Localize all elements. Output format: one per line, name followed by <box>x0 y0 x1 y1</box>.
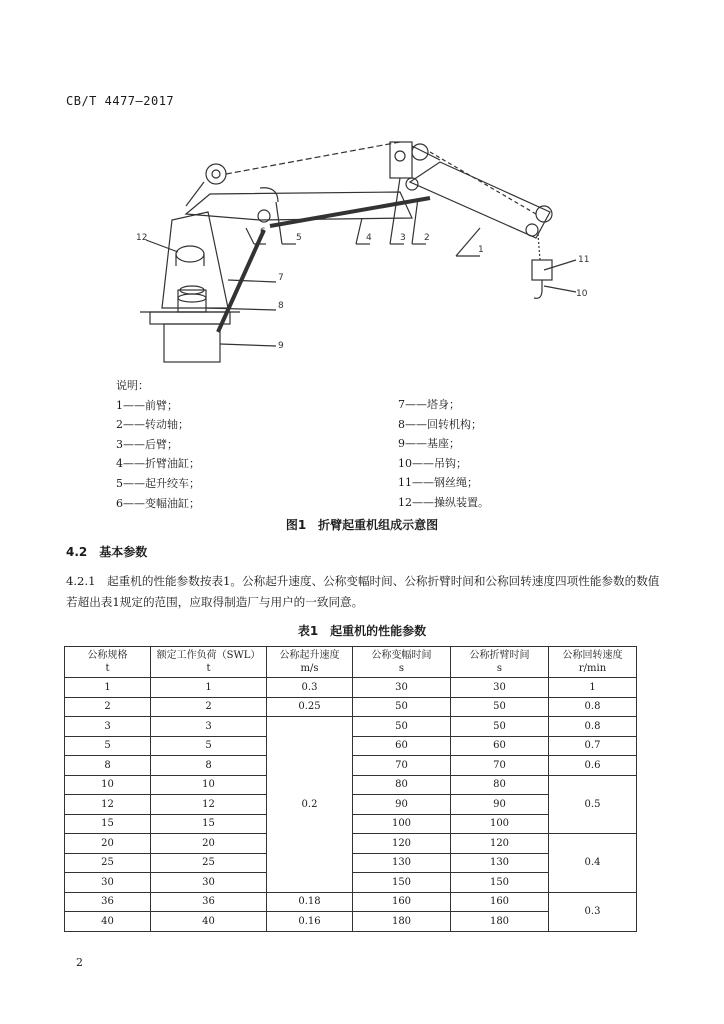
cell-spec: 12 <box>65 795 151 815</box>
table-row <box>65 678 637 698</box>
cell-lift-speed: 0.16 <box>267 912 353 932</box>
cell-fold-time: 90 <box>451 795 549 815</box>
cell-slew-speed: 0.4 <box>549 834 637 893</box>
cell-spec: 5 <box>65 736 151 756</box>
cell-swl: 3 <box>151 717 267 737</box>
cell-luff-time: 80 <box>353 775 451 795</box>
header-spec: 公称规格 t <box>65 647 151 678</box>
cell-luff-time: 50 <box>353 717 451 737</box>
cell-slew-speed: 0.8 <box>549 697 637 717</box>
cell-swl: 36 <box>151 892 267 912</box>
callout-5: 5 <box>296 233 302 243</box>
legend-item: 8——回转机构； <box>398 417 482 431</box>
cell-fold-time: 50 <box>451 717 549 737</box>
cell-fold-time: 30 <box>451 678 549 698</box>
crane-diagram <box>100 122 610 370</box>
cell-swl: 25 <box>151 853 267 873</box>
cell-swl: 20 <box>151 834 267 854</box>
cell-fold-time: 80 <box>451 775 549 795</box>
callout-1: 1 <box>478 245 484 255</box>
cell-spec: 1 <box>65 678 151 698</box>
callout-3: 3 <box>400 233 406 243</box>
header-lift-speed: 公称起升速度 m/s <box>267 647 353 678</box>
header-fold-time: 公称折臂时间 s <box>451 647 549 678</box>
cell-slew-speed: 0.6 <box>549 756 637 776</box>
section-heading: 4.2 基本参数 <box>66 545 148 559</box>
legend-item: 4——折臂油缸； <box>116 457 200 471</box>
table-caption: 表1 起重机的性能参数 <box>297 624 427 638</box>
base-pedestal <box>164 324 220 362</box>
cell-spec: 15 <box>65 814 151 834</box>
control-unit <box>176 246 204 262</box>
legend-item: 5——起升绞车； <box>116 476 200 490</box>
joint-block <box>390 142 412 178</box>
cell-luff-time: 30 <box>353 678 451 698</box>
cell-luff-time: 150 <box>353 873 451 893</box>
table-row <box>65 697 637 717</box>
table-row <box>65 717 637 737</box>
hook <box>534 280 542 298</box>
cell-swl: 2 <box>151 697 267 717</box>
legend-item: 6——变幅油缸； <box>116 496 200 510</box>
cell-swl: 1 <box>151 678 267 698</box>
cell-swl: 12 <box>151 795 267 815</box>
cell-slew-speed: 1 <box>549 678 637 698</box>
cell-fold-time: 60 <box>451 736 549 756</box>
cell-spec: 25 <box>65 853 151 873</box>
callout-4: 4 <box>366 233 372 243</box>
legend-item: 2——转动轴； <box>116 418 189 432</box>
base-plate <box>150 312 230 324</box>
cell-luff-time: 180 <box>353 912 451 932</box>
cell-spec: 36 <box>65 892 151 912</box>
figure-legend-left <box>116 376 200 513</box>
cell-spec: 10 <box>65 775 151 795</box>
legend-item: 10——吊钩； <box>398 456 467 470</box>
cell-slew-speed: 0.3 <box>549 892 637 931</box>
callout-6: 6 <box>260 227 266 237</box>
cell-luff-time: 120 <box>353 834 451 854</box>
cell-fold-time: 150 <box>451 873 549 893</box>
cell-luff-time: 100 <box>353 814 451 834</box>
legend-item: 1——前臂； <box>116 398 178 412</box>
cell-lift-speed: 0.18 <box>267 892 353 912</box>
cell-spec: 8 <box>65 756 151 776</box>
cell-swl: 15 <box>151 814 267 834</box>
cell-lift-speed: 0.3 <box>267 678 353 698</box>
cell-luff-time: 160 <box>353 892 451 912</box>
cell-swl: 30 <box>151 873 267 893</box>
legend-title: 说明： <box>116 379 149 392</box>
callout-7: 7 <box>278 273 284 283</box>
cell-fold-time: 100 <box>451 814 549 834</box>
page-number: 2 <box>76 956 83 969</box>
cell-swl: 8 <box>151 756 267 776</box>
cell-fold-time: 50 <box>451 697 549 717</box>
figure-caption: 图1 折臂起重机组成示意图 <box>285 518 439 532</box>
cell-spec: 20 <box>65 834 151 854</box>
body-paragraph: 4.2.1 起重机的性能参数按表1。公称起升速度、公称变幅时间、公称折臂时间和公称回转速度四项性能参数的数值若超出表1规定的范围，应取得制造厂与用户的一致同意。 <box>66 574 660 609</box>
cell-swl: 40 <box>151 912 267 932</box>
pivot-top <box>206 164 226 184</box>
table-row <box>65 892 637 912</box>
wire-rope <box>538 234 540 260</box>
header-slew-speed: 公称回转速度 r/min <box>549 647 637 678</box>
folding-cylinder <box>270 198 430 226</box>
callout-2: 2 <box>424 233 430 243</box>
callout-12: 12 <box>136 233 148 243</box>
cell-slew-speed: 0.8 <box>549 717 637 737</box>
legend-item: 7——塔身； <box>398 398 460 411</box>
cell-lift-speed: 0.2 <box>267 717 353 893</box>
cell-lift-speed: 0.25 <box>267 697 353 717</box>
hoist-winch <box>260 188 278 202</box>
cell-fold-time: 160 <box>451 892 549 912</box>
cell-luff-time: 70 <box>353 756 451 776</box>
front-arm <box>410 162 550 238</box>
callout-9: 9 <box>278 341 284 351</box>
cell-fold-time: 180 <box>451 912 549 932</box>
cell-luff-time: 60 <box>353 736 451 756</box>
cell-fold-time: 120 <box>451 834 549 854</box>
legend-item: 9——基座； <box>398 437 460 451</box>
cell-luff-time: 50 <box>353 697 451 717</box>
callout-11: 11 <box>578 255 590 265</box>
cell-slew-speed: 0.5 <box>549 775 637 834</box>
cell-fold-time: 130 <box>451 853 549 873</box>
cell-spec: 2 <box>65 697 151 717</box>
hook-block <box>532 260 552 280</box>
cell-fold-time: 70 <box>451 756 549 776</box>
cell-luff-time: 130 <box>353 853 451 873</box>
performance-table <box>64 646 637 932</box>
callout-8: 8 <box>278 301 284 311</box>
legend-item: 11——钢丝绳； <box>398 476 478 490</box>
callout-10: 10 <box>576 289 588 299</box>
cell-luff-time: 90 <box>353 795 451 815</box>
cell-swl: 10 <box>151 775 267 795</box>
legend-item: 3——后臂； <box>116 437 178 451</box>
header-swl: 额定工作负荷（SWL） t <box>151 647 267 678</box>
standard-number: CB/T 4477—2017 <box>66 94 175 108</box>
cell-slew-speed: 0.7 <box>549 736 637 756</box>
cell-spec: 3 <box>65 717 151 737</box>
figure-legend-right <box>398 395 489 513</box>
cell-spec: 30 <box>65 873 151 893</box>
cell-swl: 5 <box>151 736 267 756</box>
header-luff-time: 公称变幅时间 s <box>353 647 451 678</box>
cell-spec: 40 <box>65 912 151 932</box>
legend-item: 12——操纵装置。 <box>398 495 489 509</box>
